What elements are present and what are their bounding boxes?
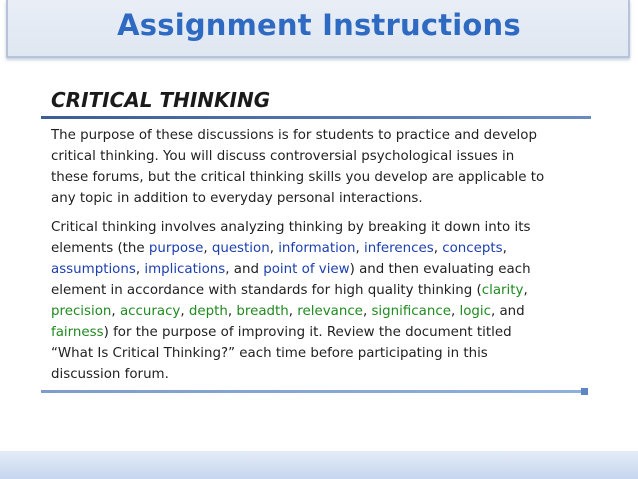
separator: , and — [225, 262, 264, 277]
bottom-divider — [41, 390, 587, 393]
standard-term-logic: logic — [459, 304, 491, 319]
element-term-inferences: inferences — [364, 241, 434, 256]
text-run: element in accordance with standards for high quality thinking ( — [51, 283, 482, 298]
standard-term-precision: precision — [51, 304, 112, 319]
element-term-question: question — [211, 241, 270, 256]
heading-divider — [41, 116, 591, 119]
separator: , — [433, 241, 443, 256]
paragraph-critical-thinking — [51, 217, 591, 385]
standard-term-significance: significance — [371, 304, 451, 319]
text-line — [51, 259, 591, 280]
separator: , — [450, 304, 460, 319]
text-line — [51, 322, 591, 343]
separator: , — [288, 304, 298, 319]
standard-term-accuracy: accuracy — [119, 304, 181, 319]
footer-band — [0, 451, 638, 479]
separator: , — [135, 262, 145, 277]
paragraph-purpose — [51, 125, 591, 209]
text-line — [51, 238, 591, 259]
element-term-implications: implications — [144, 262, 226, 277]
text-line: discussion forum. — [51, 367, 169, 382]
separator: , — [355, 241, 365, 256]
separator: , — [111, 304, 120, 319]
text-line: these forums, but the critical thinking skills you develop are applicable to — [51, 170, 545, 185]
text-line — [51, 280, 591, 301]
divider-cap — [581, 388, 588, 395]
text-line: any topic in addition to everyday personal interactions. — [51, 191, 423, 206]
standard-term-breadth: breadth — [236, 304, 289, 319]
text-line: Critical thinking involves analyzing thinking by breaking it down into its — [51, 220, 531, 235]
element-term-point-of-view: point of view — [263, 262, 350, 277]
text-line: “What Is Critical Thinking?” each time before participating in this — [51, 346, 488, 361]
element-term-purpose: purpose — [148, 241, 204, 256]
text-line: critical thinking. You will discuss controversial psychological issues in — [51, 149, 515, 164]
separator: , — [269, 241, 279, 256]
text-run: ) for the purpose of improving it. Review the document titled — [103, 325, 512, 340]
separator: , — [502, 241, 507, 256]
standard-term-depth: depth — [188, 304, 228, 319]
slide-title: Assignment Instructions — [117, 8, 521, 42]
text-line: The purpose of these discussions is for students to practice and develop — [51, 128, 537, 143]
separator: , — [523, 283, 528, 298]
standard-term-clarity: clarity — [481, 283, 524, 298]
text-line — [51, 301, 591, 322]
separator: , — [203, 241, 212, 256]
text-run: elements (the — [51, 241, 149, 256]
separator: , — [180, 304, 189, 319]
element-term-information: information — [278, 241, 356, 256]
separator: , and — [490, 304, 525, 319]
element-term-assumptions: assumptions — [51, 262, 136, 277]
separator: , — [227, 304, 237, 319]
separator: , — [362, 304, 372, 319]
section-heading: CRITICAL THINKING — [51, 88, 271, 112]
element-term-concepts: concepts — [442, 241, 503, 256]
standard-term-relevance: relevance — [297, 304, 363, 319]
standard-term-fairness: fairness — [51, 325, 104, 340]
text-run: ) and then evaluating each — [349, 262, 531, 277]
